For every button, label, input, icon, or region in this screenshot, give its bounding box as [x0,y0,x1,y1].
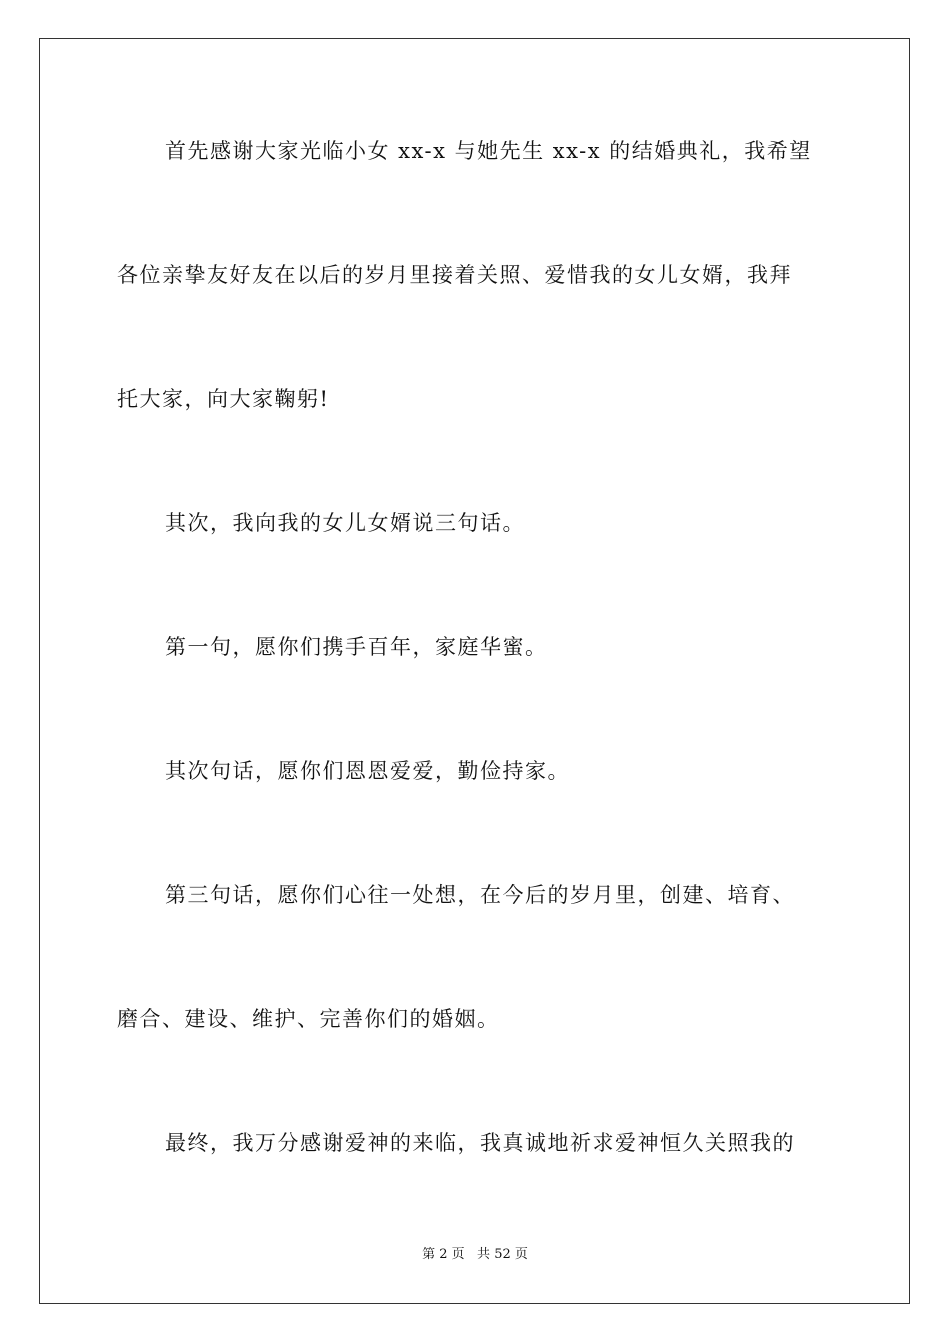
paragraph-line: 托大家，向大家鞠躬! [117,387,330,411]
paragraph-line: 各位亲挚友好友在以后的岁月里接着关照、爱惜我的女儿女婿，我拜 [117,263,792,287]
paragraph-line: 其次，我向我的女儿女婿说三句话。 [165,511,525,535]
paragraph-line: 最终，我万分感谢爱神的来临，我真诚地祈求爱神恒久关照我的 [165,1131,795,1155]
page-border [39,38,910,1304]
paragraph-line: 磨合、建设、维护、完善你们的婚姻。 [117,1007,500,1031]
page-number-footer: 第 2 页 共 52 页 [422,1247,528,1262]
paragraph-line: 第一句，愿你们携手百年，家庭华蜜。 [165,635,548,659]
paragraph-line: 其次句话，愿你们恩恩爱爱，勤俭持家。 [165,759,570,783]
paragraph-line: 首先感谢大家光临小女 xx-x 与她先生 xx-x 的结婚典礼，我希望 [165,139,812,163]
paragraph-line: 第三句话，愿你们心往一处想，在今后的岁月里，创建、培育、 [165,883,795,907]
